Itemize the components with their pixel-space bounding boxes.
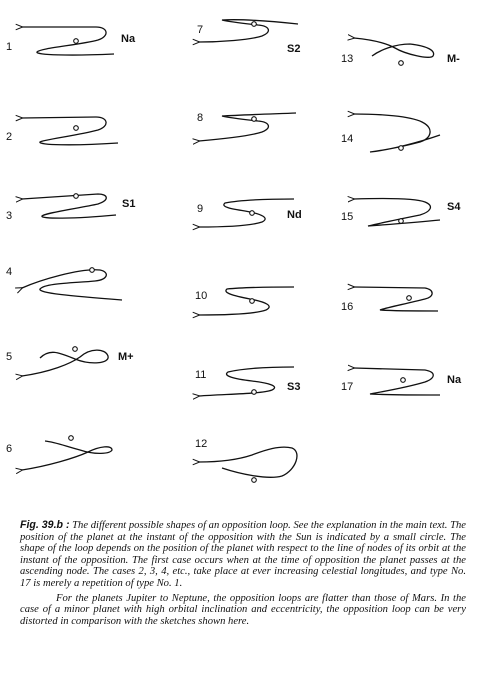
opposition-point [74,39,79,44]
opposition-point [252,117,257,122]
loop-14 [341,114,440,152]
loop-4 [6,266,122,300]
caption-paragraph-1 [20,520,466,590]
loop-11 [195,367,300,396]
loop-2 [6,117,118,145]
loop-10 [195,287,294,315]
node-tag: S2 [287,43,301,55]
loop-13 [341,38,460,65]
opposition-point [90,268,95,273]
opposition-point [73,347,78,352]
loop-number: 2 [6,131,13,143]
loop-number: 3 [6,210,13,222]
opposition-point [407,296,412,301]
loop-6 [6,436,112,470]
caption-text-1: The different possible shapes of an opposition loop. See the explanation in the main text. The position of the planet at the instant of the opposition with the Sun is indicated by a small circle. The shape of the loop depends on the position of the planet with respect to the line of nodes of its orbit at the instant of the opposition. The first case occurs when at the time of opposition the planet passes at the ascending node. The cases 2, 3, 4, etc., take place at ever increasing celestial longitudes, and type No. 17 is merely a repetition of type No. 1. [20,520,466,589]
opposition-point [252,22,257,27]
loop-number: 11 [195,369,207,381]
opposition-point [74,194,79,199]
node-tag: Na [447,374,462,386]
figure-label: Fig. 39.b : [20,519,70,531]
loop-number: 9 [197,203,204,215]
opposition-point [250,299,255,304]
loop-7 [197,20,300,55]
node-tag: Na [121,33,136,45]
loop-number: 4 [6,266,13,278]
node-tag: S1 [122,198,136,210]
loop-number: 7 [197,24,204,36]
loop-3 [6,194,135,222]
node-tag: M- [447,53,460,65]
loop-number: 13 [341,53,354,65]
loop-17 [341,368,462,395]
loop-number: 1 [6,41,13,53]
loop-number: 14 [341,133,354,145]
node-tag: Nd [287,209,302,221]
loop-15 [341,198,461,226]
loop-9 [197,199,302,227]
loop-number: 16 [341,301,354,313]
loop-number: 5 [6,351,13,363]
node-tag: M+ [118,351,134,363]
loop-number: 12 [195,438,208,450]
opposition-point [74,126,79,131]
loop-number: 6 [6,443,13,455]
opposition-point [69,436,74,441]
opposition-point [401,378,406,383]
loop-8 [197,112,296,141]
caption-paragraph-2: For the planets Jupiter to Neptune, the opposition loops are flatter than those of Mars. In the case of a minor planet with high orbital inclination and eccentricity, the opposition loop can be very distorted in comparison with the sketches shown here. [20,592,466,627]
loop-16 [341,287,438,313]
opposition-point [252,390,257,395]
opposition-point [252,478,257,483]
opposition-point [399,61,404,66]
node-tag: S3 [287,381,301,393]
opposition-point [399,146,404,151]
loop-number: 15 [341,211,354,223]
node-tag: S4 [447,201,461,213]
figure-caption [20,520,466,627]
loop-number: 8 [197,112,204,124]
loop-12 [195,438,297,482]
loop-1 [6,27,136,55]
loop-5 [6,347,134,376]
loop-number: 17 [341,381,354,393]
loop-number: 10 [195,290,208,302]
opposition-point [399,219,404,224]
opposition-point [250,211,255,216]
